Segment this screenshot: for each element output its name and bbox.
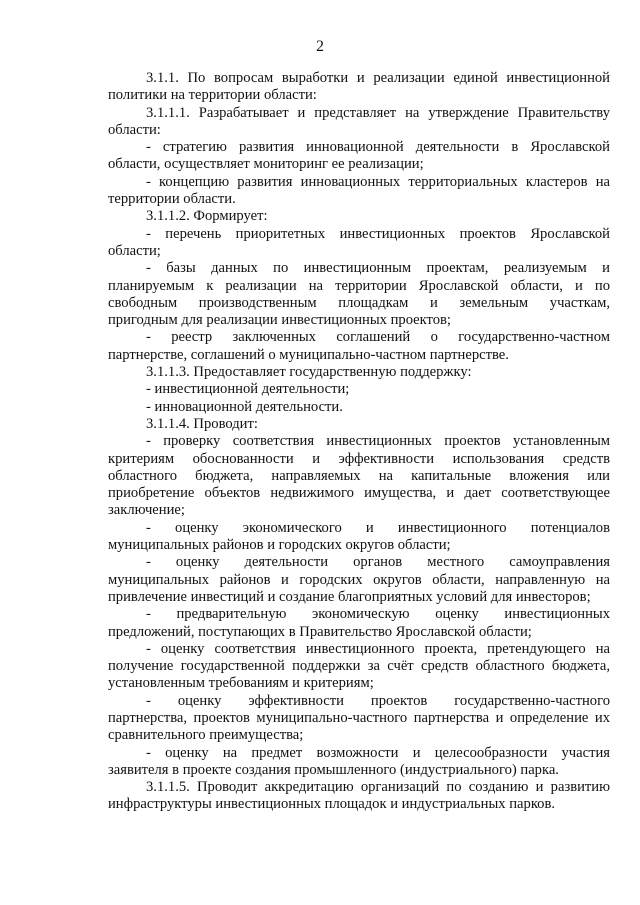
- text-line: пригодным для реализации инвестиционных проектов;: [108, 312, 451, 329]
- text-line: инфраструктуры инвестиционных площадок и индустриальных парков.: [108, 796, 556, 813]
- text-line: области, осуществляет мониторинг ее реализации;: [108, 156, 424, 173]
- text-line: области;: [108, 242, 161, 259]
- text-line: - оценку эффективности проектов государственно-частного: [146, 692, 610, 709]
- text-line: заявителя в проекте создания промышленного (индустриального) парка.: [108, 761, 559, 778]
- text-line: планируемым к реализации на территории Ярославской области, и по: [108, 277, 610, 294]
- text-line: 3.1.1.4. Проводит:: [146, 415, 258, 432]
- text-line: свободным производственным площадкам и земельным участкам,: [108, 294, 610, 311]
- text-line: - предварительную экономическую оценку инвестиционных: [146, 606, 610, 623]
- text-line: области:: [108, 121, 161, 138]
- text-line: - реестр заключенных соглашений о государственно-частном: [146, 329, 610, 346]
- text-line: 3.1.1.5. Проводит аккредитацию организаций по созданию и развитию: [146, 779, 610, 796]
- text-line: - оценку экономического и инвестиционного потенциалов: [146, 519, 610, 536]
- text-line: - стратегию развития инновационной деятельности в Ярославской: [146, 139, 610, 156]
- text-line: партнерства, проектов муниципально-частного партнерства и определение их: [108, 709, 610, 726]
- text-line: областного бюджета, направляемых на капитальные вложения или: [108, 467, 610, 484]
- document-body: [108, 70, 610, 814]
- text-line: установленным требованиям и критериям;: [108, 675, 374, 692]
- text-line: - инвестиционной деятельности;: [146, 381, 350, 398]
- text-line: - оценку деятельности органов местного самоуправления: [146, 554, 610, 571]
- text-line: - проверку соответствия инвестиционных проектов установленным: [146, 433, 610, 450]
- text-line: получение государственной поддержки за счёт средств областного бюджета,: [108, 658, 610, 675]
- text-line: муниципальных районов и городских округов области, направленную на: [108, 571, 610, 588]
- text-line: приобретение объектов недвижимого имущества, и дает соответствующее: [108, 485, 610, 502]
- text-line: - концепцию развития инновационных территориальных кластеров на: [146, 173, 610, 190]
- text-line: предложений, поступающих в Правительство Ярославской области;: [108, 623, 532, 640]
- text-line: - оценку на предмет возможности и целесообразности участия: [146, 744, 610, 761]
- text-line: критериям обоснованности и эффективности использования средств: [108, 450, 610, 467]
- text-line: муниципальных районов и городских округов области;: [108, 537, 451, 554]
- text-line: - оценку соответствия инвестиционного проекта, претендующего на: [146, 640, 610, 657]
- text-line: 3.1.1.1. Разрабатывает и представляет на утверждение Правительству: [146, 104, 610, 121]
- text-line: политики на территории области:: [108, 87, 317, 104]
- text-line: - перечень приоритетных инвестиционных проектов Ярославской: [146, 225, 610, 242]
- page-number: 2: [316, 38, 324, 55]
- text-line: - базы данных по инвестиционным проектам, реализуемым и: [146, 260, 610, 277]
- text-line: 3.1.1. По вопросам выработки и реализации единой инвестиционной: [146, 70, 610, 86]
- text-line: 3.1.1.3. Предоставляет государственную поддержку:: [146, 364, 472, 381]
- text-line: 3.1.1.2. Формирует:: [146, 208, 268, 225]
- text-line: партнерстве, соглашений о муниципально-частном партнерстве.: [108, 346, 509, 363]
- text-line: - инновационной деятельности.: [146, 398, 343, 415]
- text-line: сравнительного преимущества;: [108, 727, 304, 744]
- text-line: привлечение инвестиций и создание благоприятных условий для инвесторов;: [108, 588, 591, 605]
- text-line: заключение;: [108, 502, 185, 519]
- text-line: территории области.: [108, 191, 236, 208]
